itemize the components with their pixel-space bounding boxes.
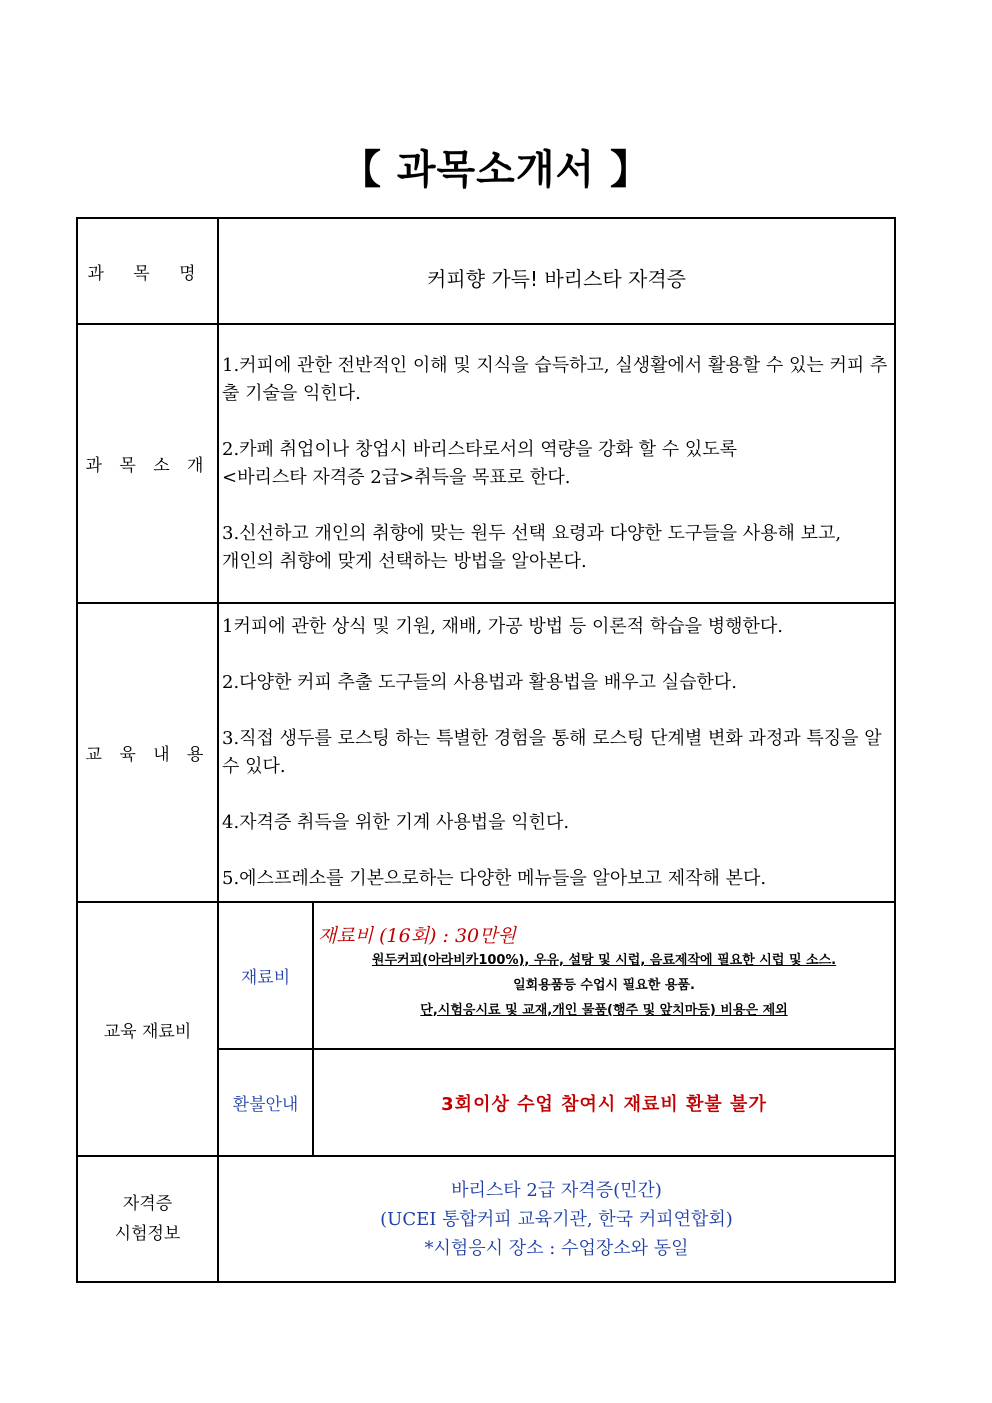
row-course-content [77, 603, 895, 902]
content-list [218, 603, 895, 902]
content-item-5: 5.에스프레소를 기본으로하는 다양한 메뉴들을 알아보고 제작해 본다. [222, 867, 767, 889]
materials-label: 교육 재료비 [77, 902, 218, 1156]
row-exam-info [77, 1156, 895, 1282]
course-name-label-cell [77, 218, 218, 324]
refund-label: 환불안내 [218, 1049, 313, 1156]
exam-detail [218, 1156, 895, 1282]
intro-content [218, 324, 895, 603]
exam-label-line-1: 자격증 [122, 1194, 173, 1214]
document-title: 【 과목소개서 】 [340, 147, 652, 193]
fee-title: 재료비 (16회) : 30만원 [318, 924, 516, 947]
fee-line-1: 원두커피(아라비카100%), 우유, 설탕 및 시럽, 음료제작에 필요한 시럽 및 소스. [371, 952, 837, 968]
course-info-table [76, 217, 896, 1283]
intro-label: 과 목 소 개 [85, 456, 210, 476]
refund-text: 3회이상 수업 참여시 재료비 환불 불가 [313, 1049, 895, 1156]
intro-paragraph-1: 1.커피에 관한 전반적인 이해 및 지식을 습득하고, 실생활에서 활용할 수 있는 커피 추출 기술을 익힌다. [222, 354, 888, 404]
content-item-4: 4.자격증 취득을 위한 기계 사용법을 익힌다. [222, 811, 570, 833]
intro-paragraph-3: 3.신선하고 개인의 취향에 맞는 원두 선택 요령과 다양한 도구들을 사용해 보고, 개인의 취향에 맞게 선택하는 방법을 알아본다. [222, 522, 842, 572]
fee-label: 재료비 [218, 902, 313, 1049]
course-name-label: 과 목 명 [87, 263, 208, 284]
content-item-2: 2.다양한 커피 추출 도구들의 사용법과 활용법을 배우고 실습한다. [222, 671, 738, 693]
content-item-3: 3.직접 생두를 로스팅 하는 특별한 경험을 통해 로스팅 단계별 변화 과정과 특징을 알 수 있다. [222, 727, 882, 777]
fee-line-3: 단,시험응시료 및 교재,개인 물품(행주 및 앞치마등) 비용은 제외 [420, 1002, 788, 1018]
content-item-1: 1커피에 관한 상식 및 기원, 재배, 가공 방법 등 이론적 학습을 병행한다. [222, 615, 784, 637]
exam-label-cell [77, 1156, 218, 1282]
row-course-name [77, 218, 895, 324]
exam-line-1: 바리스타 2급 자격증(민간) [451, 1179, 662, 1201]
exam-line-3: *시험응시 장소 : 수업장소와 동일 [424, 1237, 689, 1259]
content-label: 교 육 내 용 [85, 745, 210, 765]
intro-label-cell [77, 324, 218, 603]
course-name-value: 커피향 가득! 바리스타 자격증 [218, 218, 895, 324]
exam-line-2: (UCEI 통합커피 교육기관, 한국 커피연합회) [380, 1208, 733, 1230]
intro-paragraph-2: 2.카페 취업이나 창업시 바리스타로서의 역량을 강화 할 수 있도록 <바리스타 자격증 2급>취득을 목표로 한다. [222, 438, 738, 488]
row-material-fee [77, 902, 895, 1049]
fee-line-2: 일회용품등 수업시 필요한 용품. [513, 977, 695, 993]
exam-label-line-2: 시험정보 [114, 1224, 181, 1244]
fee-detail [313, 902, 895, 1049]
content-label-cell [77, 603, 218, 902]
row-course-intro [77, 324, 895, 603]
